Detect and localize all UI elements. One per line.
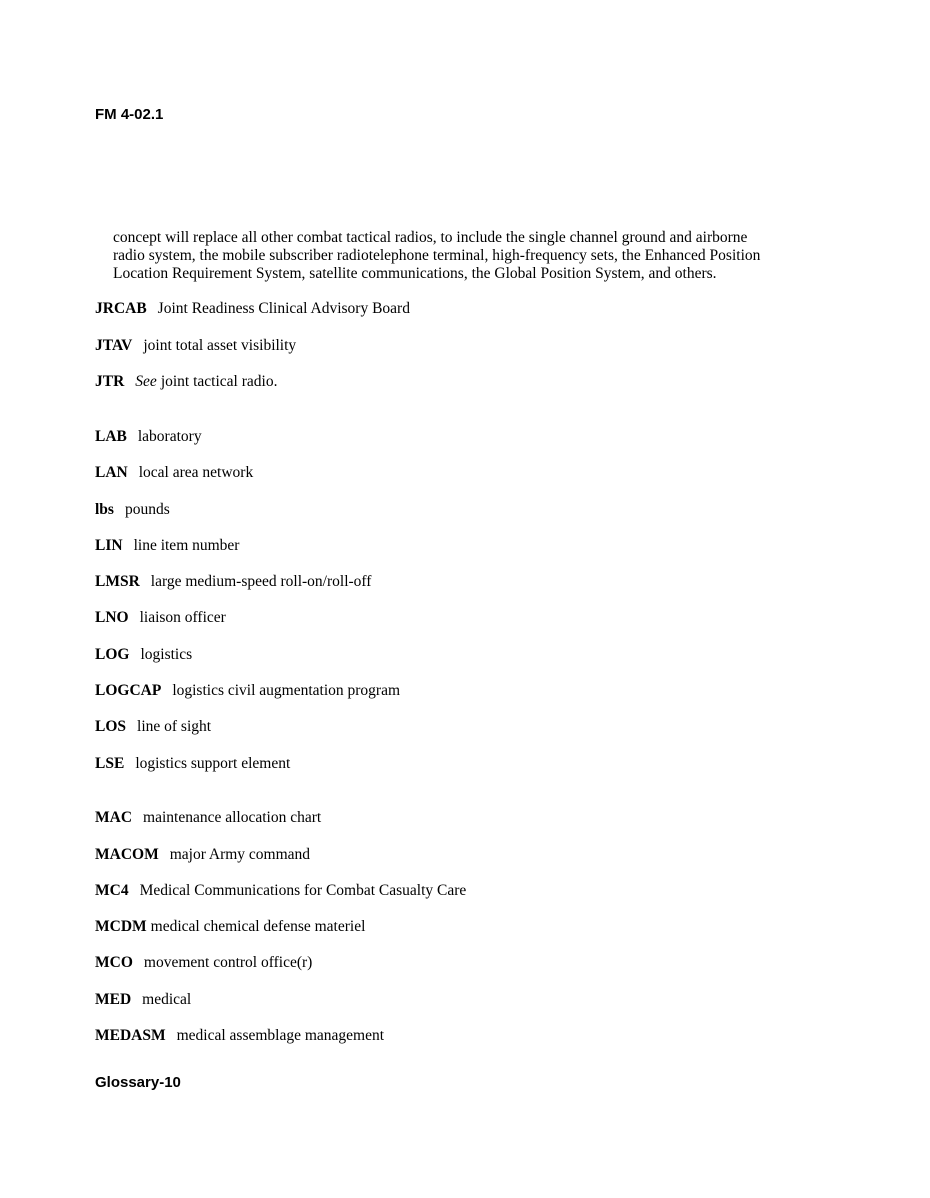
glossary-term: JRCAB: [95, 300, 147, 317]
glossary-term: JTR: [95, 373, 125, 390]
glossary-entry: [95, 300, 410, 318]
glossary-entry: [95, 573, 371, 591]
glossary-term: JTAV: [95, 337, 133, 354]
glossary-term: MAC: [95, 809, 133, 826]
glossary-definition: medical chemical defense materiel: [150, 918, 366, 935]
glossary-definition: logistics civil augmentation program: [172, 682, 401, 699]
glossary-definition: medical assemblage management: [176, 1027, 385, 1044]
glossary-definition: movement control office(r): [143, 954, 313, 971]
glossary-term: MEDASM: [95, 1027, 166, 1044]
glossary-definition: maintenance allocation chart: [143, 809, 322, 826]
glossary-term: LOS: [95, 718, 127, 735]
glossary-definition: pounds: [124, 501, 170, 518]
page-number-footer: Glossary-10: [95, 1074, 181, 1091]
glossary-definition: major Army command: [169, 846, 311, 863]
glossary-entry: [95, 918, 365, 936]
continued-definition-text: [113, 229, 825, 283]
glossary-definition: liaison officer: [139, 609, 226, 626]
glossary-entry: [95, 755, 290, 773]
glossary-entry: [95, 373, 277, 391]
glossary-term: LAN: [95, 464, 128, 481]
glossary-entry: [95, 646, 192, 664]
glossary-term: LIN: [95, 537, 123, 554]
glossary-entry: [95, 882, 466, 900]
document-id-header: FM 4-02.1: [95, 106, 164, 123]
glossary-entry: [95, 809, 321, 827]
glossary-entry: [95, 609, 226, 627]
glossary-term: LMSR: [95, 573, 140, 590]
glossary-definition: Joint Readiness Clinical Advisory Board: [157, 300, 410, 317]
glossary-term: lbs: [95, 501, 114, 518]
glossary-term: MCO: [95, 954, 133, 971]
glossary-entry: [95, 501, 170, 519]
glossary-entry: [95, 1027, 384, 1045]
glossary-definition: logistics: [140, 646, 193, 663]
glossary-entry: [95, 991, 191, 1009]
glossary-definition: line item number: [133, 537, 240, 554]
glossary-definition: joint tactical radio.: [160, 373, 278, 390]
continued-line: Location Requirement System, satellite communications, the Global Position System, and others.: [113, 265, 717, 282]
continued-line: concept will replace all other combat tactical radios, to include the single channel ground and airborne: [113, 229, 748, 246]
glossary-term: LSE: [95, 755, 125, 772]
glossary-entry: [95, 537, 239, 555]
glossary-definition: large medium-speed roll-on/roll-off: [150, 573, 372, 590]
glossary-term: MACOM: [95, 846, 159, 863]
glossary-term: MC4: [95, 882, 129, 899]
glossary-term: MED: [95, 991, 132, 1008]
glossary-entry: [95, 846, 310, 864]
see-reference: See: [135, 373, 157, 390]
glossary-definition: medical: [142, 991, 192, 1008]
glossary-definition: joint total asset visibility: [143, 337, 297, 354]
glossary-definition: line of sight: [137, 718, 212, 735]
glossary-entry: [95, 954, 312, 972]
glossary-term: MCDM: [95, 918, 147, 935]
glossary-entry: [95, 428, 202, 446]
glossary-definition: Medical Communications for Combat Casualty Care: [139, 882, 467, 899]
glossary-term: LOGCAP: [95, 682, 162, 699]
glossary-entry: [95, 464, 253, 482]
glossary-term: LAB: [95, 428, 127, 445]
continued-line: radio system, the mobile subscriber radiotelephone terminal, high-frequency sets, the Enhanced Position: [113, 247, 761, 264]
glossary-entry: [95, 718, 211, 736]
glossary-entry: [95, 682, 400, 700]
glossary-definition: laboratory: [137, 428, 202, 445]
glossary-entry: [95, 337, 296, 355]
glossary-term: LOG: [95, 646, 130, 663]
glossary-term: LNO: [95, 609, 129, 626]
glossary-definition: local area network: [138, 464, 254, 481]
glossary-definition: logistics support element: [135, 755, 291, 772]
